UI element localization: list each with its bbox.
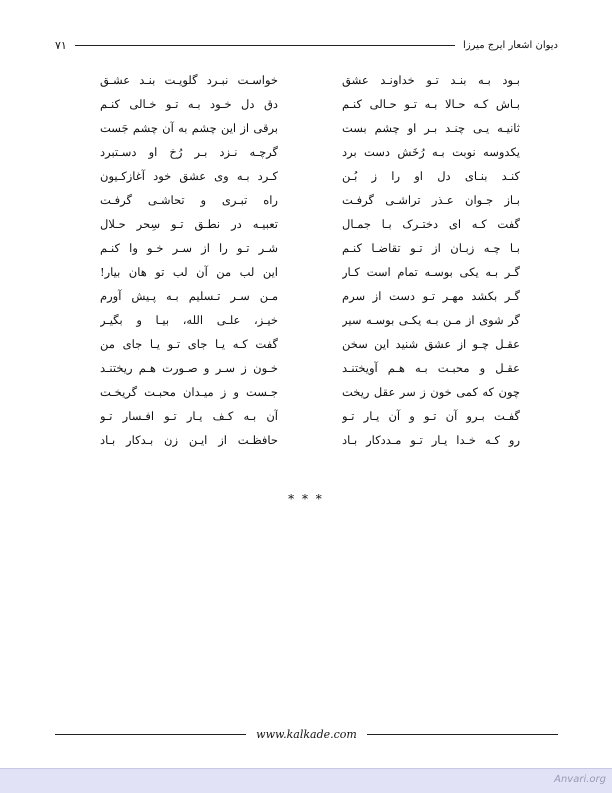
verse-right-hemistich: عقـل و محبـت بـه هـم آويختنـد bbox=[342, 361, 520, 375]
verse-right-hemistich: بـاز جـوان عـذر تراشـی گرفـت bbox=[342, 193, 520, 207]
verse-row bbox=[100, 332, 520, 356]
verse-row bbox=[100, 116, 520, 140]
verse-left-hemistich: کـرد بـه وی عشق خود آغازکـيون bbox=[100, 169, 278, 183]
verse-right-hemistich: گـر بکشد مهـر تـو دست از سرم bbox=[342, 289, 520, 303]
verse-right-hemistich: گـر بـه يکی بوسـه تمام است کـار bbox=[342, 265, 520, 279]
verse-row bbox=[100, 428, 520, 452]
verse-row bbox=[100, 188, 520, 212]
verse-left-hemistich: جـست و ز ميـدان محبـت گريخـت bbox=[100, 385, 278, 399]
verse-left-hemistich: مـن سـر تـسليم بـه پـيش آورم bbox=[100, 289, 278, 303]
bottom-bar bbox=[0, 768, 612, 793]
verse-right-hemistich: عقـل چـو از عشق شنيد اين سخن bbox=[342, 337, 520, 351]
verse-left-hemistich: آن بـه کـف يـار تـو افـسار تـو bbox=[100, 409, 278, 423]
watermark: Anvari.org bbox=[554, 774, 606, 785]
footer-website: www.kalkade.com bbox=[256, 727, 357, 741]
verse-left-hemistich: گفت کـه يـا جای تـو يـا جای من bbox=[100, 337, 278, 351]
verse-left-hemistich: گرچـه نـزد بـر رُخ او دسـتبرد bbox=[100, 145, 278, 159]
page-footer bbox=[55, 727, 558, 741]
verse-left-hemistich: خـون ز سـر و صـورت هـم ريختنـد bbox=[100, 361, 278, 375]
page-number: ۷۱ bbox=[55, 38, 67, 52]
header-rule bbox=[75, 45, 455, 46]
verse-row bbox=[100, 284, 520, 308]
verse-right-hemistich: ثانيـه يـی چنـد بـر او چشم بست bbox=[342, 121, 520, 135]
verse-right-hemistich: گر شوی از مـن بـه يکـی بوسـه سير bbox=[342, 313, 520, 327]
verse-row bbox=[100, 212, 520, 236]
verse-left-hemistich: خيـز، علـی الله، بيـا و بگيـر bbox=[100, 313, 278, 327]
footer-rule-left bbox=[55, 734, 246, 735]
footer-rule-right bbox=[367, 734, 558, 735]
verse-right-hemistich: بـود بـه بنـد تـو خداونـد عشق bbox=[342, 73, 520, 87]
verse-right-hemistich: چون که کمی خون ز سر عقل ريخت bbox=[342, 385, 520, 399]
verse-left-hemistich: تعبيـه در نطـق تـو سِحرِ حـلال bbox=[100, 217, 278, 231]
verse-left-hemistich: راه تبـری و تحاشـی گرفـت bbox=[100, 193, 278, 207]
verse-right-hemistich: يکدوسه نوبت بـه رُخَش دست برد bbox=[342, 145, 520, 159]
verse-right-hemistich: رو کـه خـدا يـار تـو مـددکار بـاد bbox=[342, 433, 520, 447]
verse-row bbox=[100, 356, 520, 380]
verse-row bbox=[100, 404, 520, 428]
verse-row bbox=[100, 236, 520, 260]
verse-row bbox=[100, 164, 520, 188]
verse-left-hemistich: اين لب من آن لب تو هان بيار! bbox=[100, 265, 278, 279]
verse-right-hemistich: کنـد بنـای دل او را ز بُـن bbox=[342, 169, 520, 183]
verse-right-hemistich: بـا چـه زبـان از تـو تقاضـا کنـم bbox=[342, 241, 520, 255]
verse-left-hemistich: شـر تـو را از سـر خـو وا کنـم bbox=[100, 241, 278, 255]
book-title: دیوان اشعار ایرج میرزا bbox=[463, 39, 558, 51]
verse-row bbox=[100, 380, 520, 404]
verse-left-hemistich: برقی از اين چشم به آن چشم جَست bbox=[100, 121, 278, 135]
verse-left-hemistich: خواسـت نبـرد گلويـت بنـد عشـق bbox=[100, 73, 278, 87]
poem bbox=[100, 68, 520, 452]
verse-row bbox=[100, 92, 520, 116]
verse-right-hemistich: گفت کـه ای دختـرک بـا جمـال bbox=[342, 217, 520, 231]
verse-right-hemistich: گفـت بـرو آن تـو و آن يـار تـو bbox=[342, 409, 520, 423]
verse-row bbox=[100, 68, 520, 92]
verse-right-hemistich: بـاش کـه حـالا بـه تـو حـالی کنـم bbox=[342, 97, 520, 111]
verse-left-hemistich: دقِ دل خـود بـه تـو خـالی کنـم bbox=[100, 97, 278, 111]
verse-row bbox=[100, 260, 520, 284]
verse-left-hemistich: حافظـت از ايـن زن بـدکار بـاد bbox=[100, 433, 278, 447]
verse-row bbox=[100, 140, 520, 164]
page-header bbox=[55, 38, 558, 52]
section-separator: * * * bbox=[288, 492, 324, 506]
verse-row bbox=[100, 308, 520, 332]
